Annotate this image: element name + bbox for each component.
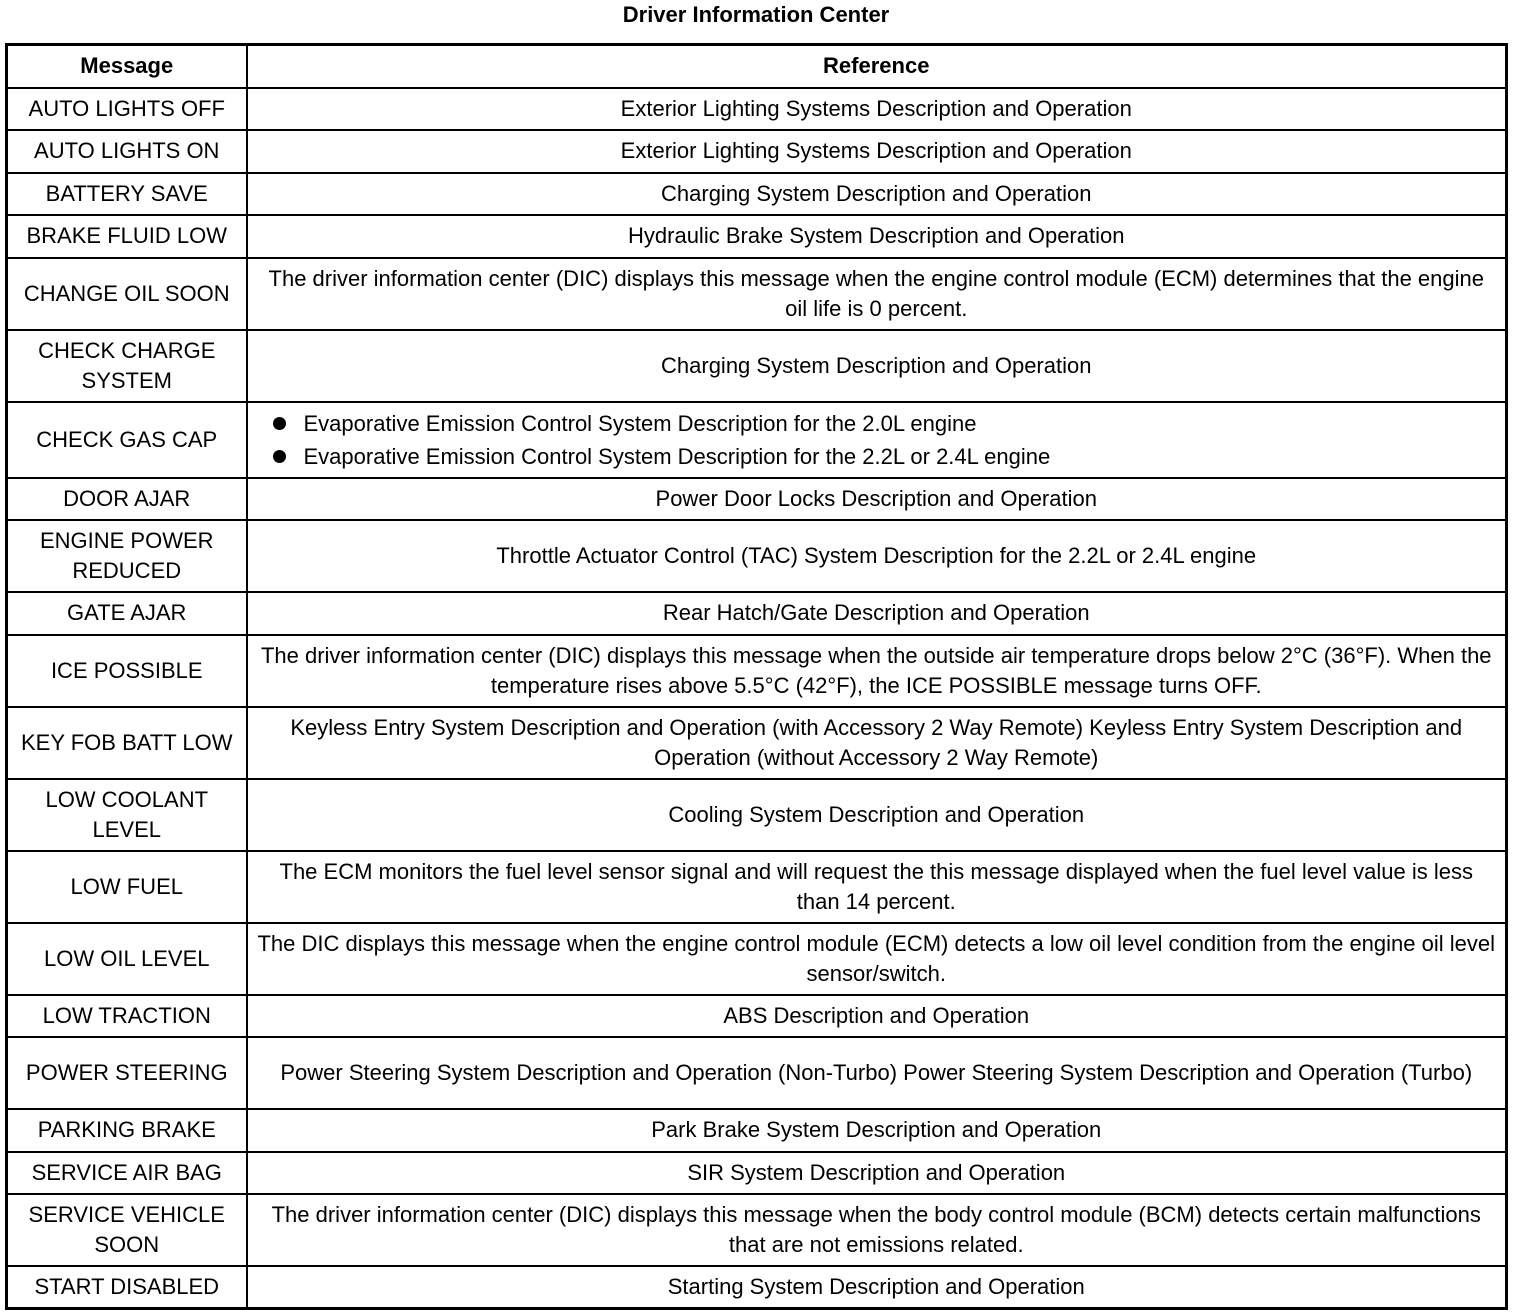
- reference-cell: Power Door Locks Description and Operation: [247, 478, 1507, 521]
- reference-cell: Rear Hatch/Gate Description and Operation: [247, 592, 1507, 635]
- table-row: [7, 330, 1507, 402]
- message-cell: LOW OIL LEVEL: [7, 923, 247, 995]
- table-row: [7, 779, 1507, 851]
- reference-cell: Charging System Description and Operation: [247, 330, 1507, 402]
- reference-cell: Throttle Actuator Control (TAC) System Description for the 2.2L or 2.4L engine: [247, 520, 1507, 592]
- table-row: [7, 1109, 1507, 1152]
- table-row: [7, 592, 1507, 635]
- bullet-icon: [273, 450, 286, 463]
- message-cell: ICE POSSIBLE: [7, 635, 247, 707]
- message-cell: PARKING BRAKE: [7, 1109, 247, 1152]
- message-cell: LOW COOLANT LEVEL: [7, 779, 247, 851]
- table-row: [7, 851, 1507, 923]
- table-row: [7, 707, 1507, 779]
- message-cell: LOW FUEL: [7, 851, 247, 923]
- message-cell: POWER STEERING: [7, 1037, 247, 1109]
- message-cell: BATTERY SAVE: [7, 173, 247, 216]
- message-cell: GATE AJAR: [7, 592, 247, 635]
- message-cell: CHECK GAS CAP: [7, 402, 247, 478]
- reference-cell: [247, 402, 1507, 478]
- column-header-message: Message: [7, 45, 247, 88]
- table-row: [7, 635, 1507, 707]
- table-row: [7, 215, 1507, 258]
- reference-cell: SIR System Description and Operation: [247, 1152, 1507, 1195]
- reference-cell: The DIC displays this message when the engine control module (ECM) detects a low oil level condition from the engine oil level sensor/switch.: [247, 923, 1507, 995]
- document-title: Driver Information Center: [622, 2, 890, 27]
- list-item: [270, 440, 1498, 473]
- reference-cell: Keyless Entry System Description and Operation (with Accessory 2 Way Remote) Keyless Entry System Description and Operation (without Accessory 2 Way Remote): [247, 707, 1507, 779]
- table-row: [7, 1194, 1507, 1266]
- message-cell: ENGINE POWER REDUCED: [7, 520, 247, 592]
- reference-cell: Exterior Lighting Systems Description and Operation: [247, 130, 1507, 173]
- message-cell: SERVICE AIR BAG: [7, 1152, 247, 1195]
- table-row: [7, 1152, 1507, 1195]
- table-row: [7, 520, 1507, 592]
- message-cell: DOOR AJAR: [7, 478, 247, 521]
- reference-cell: Charging System Description and Operation: [247, 173, 1507, 216]
- table-row: [7, 995, 1507, 1038]
- reference-cell: Cooling System Description and Operation: [247, 779, 1507, 851]
- bullet-icon: [273, 417, 286, 430]
- table-row: [7, 923, 1507, 995]
- reference-cell: The driver information center (DIC) displays this message when the outside air temperature drops below 2°C (36°F). When the temperature rises above 5.5°C (42°F), the ICE POSSIBLE message turns OFF.: [247, 635, 1507, 707]
- reference-cell: The driver information center (DIC) displays this message when the engine control module (ECM) determines that the engine oil life is 0 percent.: [247, 258, 1507, 330]
- table-row: [7, 1037, 1507, 1109]
- list-item-text: Evaporative Emission Control System Description for the 2.0L engine: [303, 410, 977, 436]
- table-row: [7, 478, 1507, 521]
- table-row: [7, 130, 1507, 173]
- table-row: [7, 402, 1507, 478]
- reference-bullet-list: [270, 407, 1498, 473]
- message-cell: LOW TRACTION: [7, 995, 247, 1038]
- message-cell: BRAKE FLUID LOW: [7, 215, 247, 258]
- reference-cell: ABS Description and Operation: [247, 995, 1507, 1038]
- message-cell: CHANGE OIL SOON: [7, 258, 247, 330]
- message-cell: AUTO LIGHTS ON: [7, 130, 247, 173]
- table-row: [7, 173, 1507, 216]
- message-cell: AUTO LIGHTS OFF: [7, 88, 247, 131]
- reference-cell: The driver information center (DIC) displays this message when the body control module (BCM) detects certain malfunctions that are not emissions related.: [247, 1194, 1507, 1266]
- list-item-text: Evaporative Emission Control System Description for the 2.2L or 2.4L engine: [303, 443, 1051, 469]
- message-cell: CHECK CHARGE SYSTEM: [7, 330, 247, 402]
- message-cell: SERVICE VEHICLE SOON: [7, 1194, 247, 1266]
- message-cell: START DISABLED: [7, 1266, 247, 1309]
- list-item: [270, 407, 1498, 440]
- table-header-row: [7, 45, 1507, 88]
- table-row: [7, 88, 1507, 131]
- reference-cell: Park Brake System Description and Operation: [247, 1109, 1507, 1152]
- table-row: [7, 258, 1507, 330]
- column-header-reference: Reference: [247, 45, 1507, 88]
- reference-cell: Exterior Lighting Systems Description and Operation: [247, 88, 1507, 131]
- table-row: [7, 1266, 1507, 1309]
- reference-cell: Starting System Description and Operation: [247, 1266, 1507, 1309]
- reference-cell: Hydraulic Brake System Description and Operation: [247, 215, 1507, 258]
- message-cell: KEY FOB BATT LOW: [7, 707, 247, 779]
- reference-cell: Power Steering System Description and Operation (Non-Turbo) Power Steering System Description and Operation (Turbo): [247, 1037, 1507, 1109]
- reference-cell: The ECM monitors the fuel level sensor signal and will request the this message displayed when the fuel level value is less than 14 percent.: [247, 851, 1507, 923]
- dic-message-table: [5, 43, 1508, 1310]
